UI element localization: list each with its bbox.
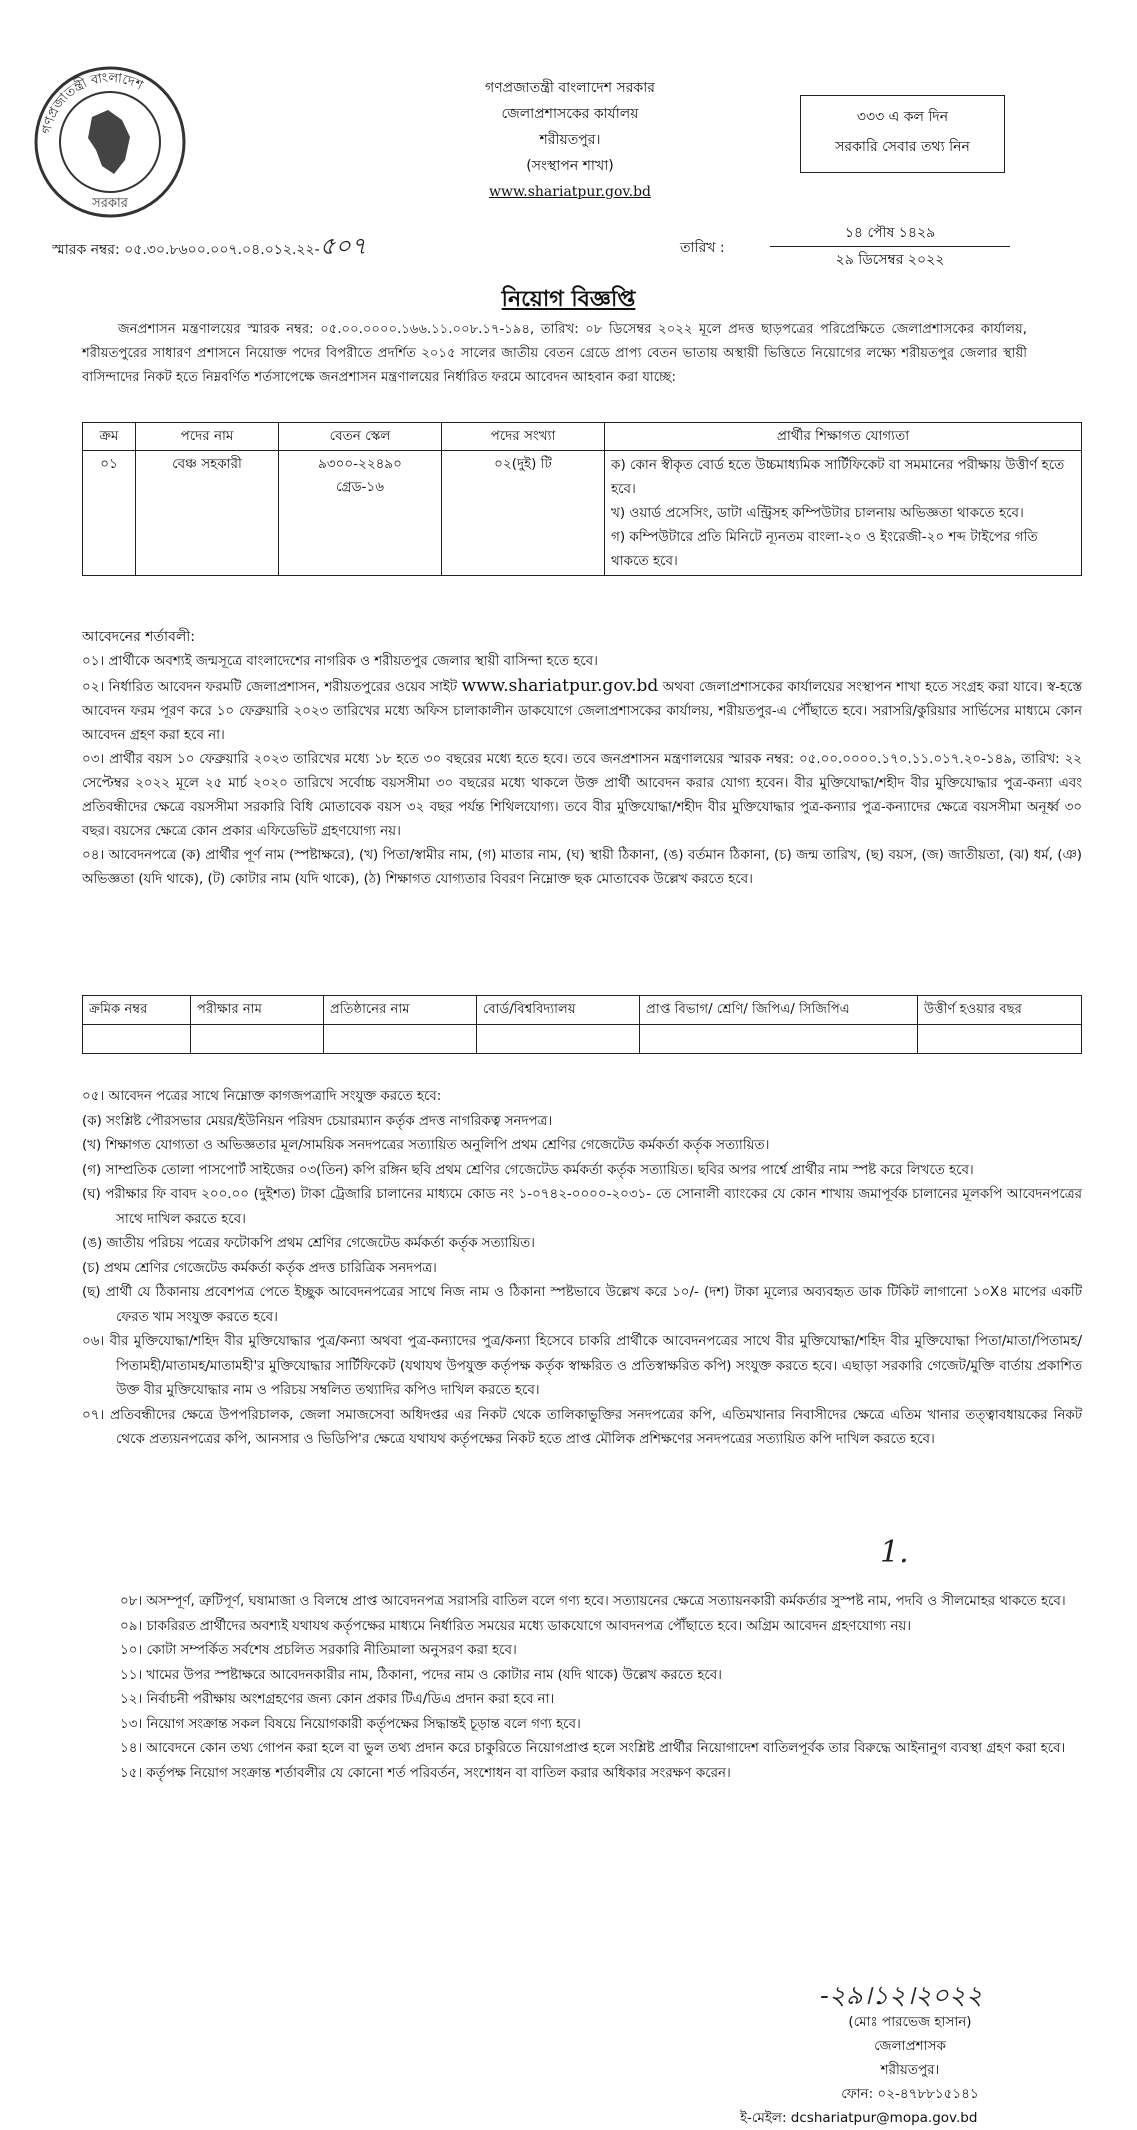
- qualification-item: খ) ওয়ার্ড প্রসেসিং, ডাটা এন্ট্রিসহ কম্পিউটার চালনায় অভিজ্ঞতা থাকতে হবে।: [611, 505, 1024, 521]
- conditions-heading: আবেদনের শর্তাবলী:: [82, 629, 196, 645]
- document-item-gha: (ঘ) পরীক্ষার ফি বাবদ ২০০.০০ (দুইশত) টাকা ট্রেজারি চালানের মাধ্যমে কোড নং ১-০৭৪২-০০০০-২০৩১- তে সোনালী ব্যাংকের যে কোন শাখায় জমাপূর্বক চালানের মূলকপি আবেদনপত্রের সাথে দাখিল করতে হবে।: [82, 1187, 1082, 1227]
- header-district: শরীয়তপুর।: [539, 132, 601, 148]
- qualification-item: গ) কম্পিউটারে প্রতি মিনিটে ন্যূনতম বাংলা-২০ ও ইংরেজী-২০ শব্দ টাইপের গতি থাকতে হবে।: [611, 529, 1038, 569]
- edu-empty-cell: [191, 1025, 324, 1054]
- intro-paragraph: জনপ্রশাসন মন্ত্রণালয়ের স্মারক নম্বর: ০৫.০০.০০০০.১৬৬.১১.০০৮.১৭-১৯৪, তারিখ: ০৮ ডিসেম্বর ২০২২ মূলে প্রদত্ত ছাড়পত্রের পরিপ্রেক্ষিতে জেলাপ্রশাসকের কার্যালয়, শরীয়তপুরের সাধারণ প্রশাসনে নিয়োক্ত পদের বিপরীতে প্রদর্শিত ২০১৫ সালের জাতীয় বেতন গ্রেডে প্রাপ্য বেতন ভাতায় অস্থায়ী ভিত্তিতে নিয়োগের লক্ষ্যে শরীয়তপুর জেলার স্থায়ী বাসিন্দাদের নিকট হতে নিম্নবর্ণিত শর্তসাপেক্ষে জনপ্রশাসন মন্ত্রণালয়ের নির্ধারিত ফরমে আবেদন আহবান করা যাচ্ছে:: [82, 322, 1027, 385]
- row-scale: [279, 451, 442, 576]
- memo-number: [52, 228, 367, 268]
- condition-05: ০৫। আবেদন পত্রের সাথে নিম্নোক্ত কাগজপত্রাদি সংযুক্ত করতে হবে:: [82, 1089, 442, 1104]
- edu-col-result: প্রাপ্ত বিভাগ/ শ্রেণি/ জিপিএ/ সিজিপিএ: [640, 996, 918, 1025]
- date-english: ২৯ ডিসেম্বর ২০২২: [835, 252, 945, 268]
- condition-15: ১৫। কর্তৃপক্ষ নিয়োগ সংক্রান্ত শর্তাবলীর যে কোনো শর্ত পরিবর্তন, সংশোধন বা বাতিল করার অধিকার সংরক্ষণ করেন।: [120, 1765, 731, 1781]
- col-serial: ক্রম: [83, 423, 136, 451]
- date-label: তারিখ :: [680, 240, 725, 256]
- svg-text:গণপ্রজাতন্ত্রী বাংলাদেশ: গণপ্রজাতন্ত্রী বাংলাদেশ: [39, 70, 145, 136]
- condition-04: ০৪। আবেদনপত্রে (ক) প্রার্থীর পূর্ণ নাম (স্পষ্টাক্ষরে), (খ) পিতা/স্বামীর নাম, (গ) মাতার নাম, (ঘ) স্থায়ী ঠিকানা, (ঙ) বর্তমান ঠিকানা, (চ) জন্ম তারিখ, (ছ) বয়স, (জ) জাতীয়তা, (ঝ) ধর্ম, (ঞ) অভিজ্ঞতা (যদি থাকে), (ট) কোটার নাম (যদি থাকে), (ঠ) শিক্ষাগত যোগ্যতার বিবরণ নিম্নোক্ত ছক মোতাবেক উল্লেখ করতে হবে।: [82, 848, 1082, 887]
- documents-list: [82, 1085, 1082, 1453]
- edu-col-institution: প্রতিষ্ঠানের নাম: [324, 996, 477, 1025]
- row-scale-range: ৯৩০০-২২৪৯০: [318, 456, 402, 472]
- document-item-kha: (খ) শিক্ষাগত যোগ্যতা ও অভিজ্ঞতার মূল/সাময়িক সনদপত্রের সত্যায়িত অনুলিপি প্রথম শ্রেণির গেজেটেড কর্মকর্তা কর্তৃক সত্যায়িত।: [82, 1138, 770, 1153]
- condition-02-part1: ০২। নির্ধারিত আবেদন ফরমটি জেলাপ্রশাসন, শরীয়তপুরের ওয়েব সাইট: [82, 680, 458, 695]
- condition-06: ০৬। বীর মুক্তিযোদ্ধা/শহিদ বীর মুক্তিযোদ্ধার পুত্র/কন্যা অথবা পুত্র-কন্যাদের পুত্র/কন্যা হিসেবে চাকরি প্রার্থীকে আবেদনপত্রের সাথে বীর মুক্তিযোদ্ধা/শহিদ বীর মুক্তিযোদ্ধা পিতা/মাতা/পিতামহ/পিতামহী/মাতামহ/মাতামহী'র মুক্তিযোদ্ধার সার্টিফিকেট (যথাযথ উপযুক্ত কর্তৃপক্ষ কর্তৃক স্বাক্ষরিত ও প্রতিস্বাক্ষরিত কপি) সংযুক্ত করতে হবে। এছাড়া সরকারি গেজেট/মুক্তি বার্তায় প্রকাশিত উক্ত বীর মুক্তিযোদ্ধার নাম ও পরিচয় সম্বলিত তথ্যাদির কপিও দাখিল করতে হবে।: [82, 1334, 1082, 1398]
- edu-empty-cell: [640, 1025, 918, 1054]
- government-seal-icon: [30, 62, 190, 222]
- row-serial: ০১: [83, 451, 136, 576]
- condition-09: ০৯। চাকরিরত প্রার্থীদের অবশ্যই যথাযথ কর্তৃপক্ষের মাধ্যমে নির্ধারিত সময়ের মধ্যে ডাকযোগে আবদনপত্র পৌঁছাতে হবে। অগ্রিম আবেদন গ্রহণযোগ্য নয়।: [120, 1618, 912, 1634]
- education-table: [82, 995, 1082, 1054]
- row-grade: গ্রেড-১৬: [336, 479, 384, 495]
- condition-10: ১০। কোটা সম্পর্কিত সর্বশেষ প্রচলিত সরকারি নীতিমালা অনুসরণ করা হবে।: [120, 1643, 517, 1658]
- signatory-name: (মোঃ পারভেজ হাসান): [848, 2014, 972, 2030]
- notice-title-text: নিয়োগ বিজ্ঞপ্তি: [501, 287, 636, 312]
- conditions-list: [82, 650, 1082, 892]
- handwritten-initial: 1.: [880, 1535, 909, 1570]
- hotline-box: [800, 95, 1005, 173]
- posts-table-header: [83, 423, 1082, 451]
- condition-01: ০১। প্রার্থীকে অবশ্যই জন্মসূত্রে বাংলাদেশের নাগরিক ও শরীয়তপুর জেলার স্থায়ী বাসিন্দা হতে হবে।: [82, 654, 598, 669]
- edu-empty-cell: [918, 1025, 1082, 1054]
- memo-label: স্মারক নম্বর: ০৫.৩০.৮৬০০.০০৭.০৪.০১২.২২-: [52, 242, 320, 258]
- header-office: জেলাপ্রশাসকের কার্যালয়: [501, 106, 639, 122]
- signatory-office: শরীয়তপুর।: [880, 2062, 940, 2078]
- edu-empty-cell: [83, 1025, 191, 1054]
- date-block: [770, 220, 1010, 273]
- signatory-phone: ফোন: ০২-৪৭৮৮১৫১৪১: [841, 2086, 979, 2102]
- edu-empty-cell: [324, 1025, 477, 1054]
- condition-13: ১৩। নিয়োগ সংক্রান্ত সকল বিষয়ে নিয়োগকারী কর্তৃপক্ষের সিদ্ধান্তই চূড়ান্ত বলে গণ্য হবে।: [120, 1716, 581, 1732]
- header-government: গণপ্রজাতন্ত্রী বাংলাদেশ সরকার: [485, 80, 655, 96]
- edu-col-exam: পরীক্ষার নাম: [191, 996, 324, 1025]
- document-item-ka: (ক) সংশ্লিষ্ট পৌরসভার মেয়র/ইউনিয়ন পরিষদ চেয়ারম্যান কর্তৃক প্রদত্ত নাগরিকত্ব সনদপত্র।: [82, 1113, 553, 1129]
- more-conditions-list: [120, 1590, 1080, 1786]
- table-row: [83, 451, 1082, 576]
- signatory-designation: জেলাপ্রশাসক: [874, 2038, 946, 2054]
- edu-col-serial: ক্রমিক নম্বর: [83, 996, 191, 1025]
- edu-empty-cell: [477, 1025, 640, 1054]
- condition-02-part2: অথবা জেলাপ্রশাসকের কার্যালয়ের সংস্থাপন শাখা হতে সংগ্রহ করা যাবে। স্ব-হস্তে আবেদন ফরম পূরণ করে ১০ ফেব্রুয়ারি ২০২৩ তারিখের মধ্যে অফিস চালাকালীন ডাকযোগে জেলাপ্রশাসকের কার্যালয়, শরীয়তপুর-এ পৌঁছাতে হবে। সরাসরি/কুরিয়ার সার্ভিসের মাধ্যমে কোন আবেদন গ্রহণ করা হবে না।: [82, 680, 1082, 743]
- document-item-cha: (চ) প্রথম শ্রেণির গেজেটেড কর্মকর্তা কর্তৃক প্রদত্ত চারিত্রিক সনদপত্র।: [82, 1260, 437, 1276]
- col-scale: বেতন স্কেল: [279, 423, 442, 451]
- condition-02-website-link[interactable]: www.shariatpur.gov.bd: [461, 676, 659, 696]
- table-row: [83, 1025, 1082, 1054]
- handwritten-signature: -২৯।১২।২০২২: [820, 1981, 983, 2011]
- col-post: পদের নাম: [136, 423, 279, 451]
- document-item-ga: (গ) সাম্প্রতিক তোলা পাসপোর্ট সাইজের ০৩(তিন) কপি রঙ্গিন ছবি প্রথম শ্রেণির গেজেটেড কর্মকর্তা কর্তৃক সত্যায়িত। ছবির অপর পার্শ্বে প্রার্থীর নাম স্পষ্ট করে লিখতে হবে।: [82, 1162, 974, 1178]
- memo-handwritten-number: ৫০৭: [319, 232, 367, 260]
- edu-col-board: বোর্ড/বিশ্ববিদ্যালয়: [477, 996, 640, 1025]
- notice-title: [0, 282, 1137, 319]
- document-item-uma: (ঙ) জাতীয় পরিচয় পত্রের ফটোকপি প্রথম শ্রেণির গেজেটেড কর্মকর্তা কর্তৃক সত্যায়িত।: [82, 1236, 535, 1251]
- date-bangla: ১৪ পৌষ ১৪২৯: [770, 220, 1010, 247]
- col-count: পদের সংখ্যা: [442, 423, 605, 451]
- edu-col-year: উত্তীর্ণ হওয়ার বছর: [918, 996, 1082, 1025]
- svg-text:সরকার: সরকার: [92, 196, 128, 211]
- hotline-line1: ৩৩৩ এ কল দিন: [856, 109, 949, 125]
- condition-08: ০৮। অসম্পূর্ণ, ত্রুটিপূর্ণ, ঘষামাজা ও বিলম্বে প্রাপ্ত আবেদনপত্র সরাসরি বাতিল বলে গণ্য হবে। সত্যায়নের ক্ষেত্রে সত্যায়নকারী কর্মকর্তার সুস্পষ্ট নাম, পদবি ও সীলমোহর থাকতে হবে।: [120, 1594, 1066, 1609]
- qualification-item: ক) কোন স্বীকৃত বোর্ড হতে উচ্চমাধ্যমিক সার্টিফিকেট বা সমমানের পরীক্ষায় উত্তীর্ণ হতে হবে।: [611, 457, 1065, 497]
- condition-12: ১২। নির্বাচনী পরীক্ষায় অংশগ্রহণের জন্য কোন প্রকার টিএ/ডিএ প্রদান করা হবে না।: [120, 1692, 555, 1707]
- office-header: [360, 75, 780, 205]
- header-section: (সংস্থাপন শাখা): [526, 158, 614, 174]
- condition-02: [82, 674, 1082, 748]
- signature-block: [740, 2010, 1070, 2130]
- condition-03: ০৩। প্রার্থীর বয়স ১০ ফেব্রুয়ারি ২০২৩ তারিখের মধ্যে ১৮ হতে ৩০ বছরের মধ্যে হতে হবে। তবে জনপ্রশাসন মন্ত্রণালয়ের স্মারক নম্বর: ০৫.০০.০০০০.১৭০.১১.০১৭.২০-১৪৯, তারিখ: ২২ সেপ্টেম্বর ২০২২ মূলে ২৫ মার্চ ২০২০ তারিখে সর্বোচ্চ বয়সসীমা ৩০ বছরের মধ্যে থাকলে উক্ত প্রার্থী আবেদন করার যোগ্য হবেন। বীর মুক্তিযোদ্ধা/শহীদ বীর মুক্তিযোদ্ধার পুত্র-কন্যা এবং প্রতিবন্ধীদের ক্ষেত্রে বয়সসীমা সরকারি বিধি মোতাবেক বয়স ৩২ বছর পর্যন্ত শিথিলযোগ্য। তবে বীর মুক্তিযোদ্ধা/শহীদ বীর মুক্তিযোদ্ধার পুত্র-কন্যার পুত্র-কন্যাদের ক্ষেত্রে বয়সসীমা অনূর্ধ্ব ৩০ বছর। বয়সের ক্ষেত্রে কোন প্রকার এফিডেভিট গ্রহণযোগ্য নয়।: [82, 752, 1082, 839]
- condition-14: ১৪। আবেদনে কোন তথ্য গোপন করা হলে বা ভুল তথ্য প্রদান করে চাকুরিতে নিয়োগপ্রাপ্ত হলে সংশ্লিষ্ট প্রার্থীর নিয়োগাদেশ বাতিলপূর্বক তার বিরুদ্ধে আইনানুগ ব্যবস্থা গ্রহণ করা হবে।: [120, 1741, 1066, 1756]
- hotline-line2: সরকারি সেবার তথ্য নিন: [835, 139, 970, 155]
- row-count: ০২(দুই) টি: [442, 451, 605, 576]
- signatory-email[interactable]: ই-মেইল: dcshariatpur@mopa.gov.bd: [740, 2110, 978, 2126]
- col-qualification: প্রার্থীর শিক্ষাগত যোগ্যতা: [605, 423, 1082, 451]
- header-website-link[interactable]: www.shariatpur.gov.bd: [488, 184, 652, 200]
- condition-07: ০৭। প্রতিবন্ধীদের ক্ষেত্রে উপপরিচালক, জেলা সমাজসেবা অধিদপ্তর এর নিকট থেকে তালিকাভুক্তির সনদপত্রের কপি, এতিমখানার নিবাসীদের ক্ষেত্রে এতিম খানার তত্ত্বাবধায়কের নিকট থেকে প্রত্যয়নপত্রের কপি, আনসার ও ভিডিপি'র ক্ষেত্রে যথাযথ কর্তৃপক্ষের নিকট হতে প্রাপ্ত মৌলিক প্রশিক্ষণের সনদপত্রের সত্যায়িত কপি দাখিল করতে হবে।: [82, 1407, 1082, 1447]
- education-table-header: [83, 996, 1082, 1025]
- condition-11: ১১। খামের উপর স্পষ্টাক্ষরে আবেদনকারীর নাম, ঠিকানা, পদের নাম ও কোটার নাম (যদি থাকে) উল্লেখ করতে হবে।: [120, 1667, 722, 1683]
- row-qualifications: [605, 451, 1082, 576]
- row-post: বেঞ্চ সহকারী: [136, 451, 279, 576]
- posts-table: [82, 422, 1082, 576]
- document-item-chha: (ছ) প্রার্থী যে ঠিকানায় প্রবেশপত্র পেতে ইচ্ছুক আবেদনপত্রের সাথে নিজ নাম ও ঠিকানা স্পষ্টভাবে উল্লেখ করে ১০/- (দশ) টাকা মূল্যের অব্যবহৃত ডাক টিকিট লাগানো ১০X৪ মাপের একটি ফেরত খাম সংযুক্ত করতে হবে।: [82, 1285, 1082, 1325]
